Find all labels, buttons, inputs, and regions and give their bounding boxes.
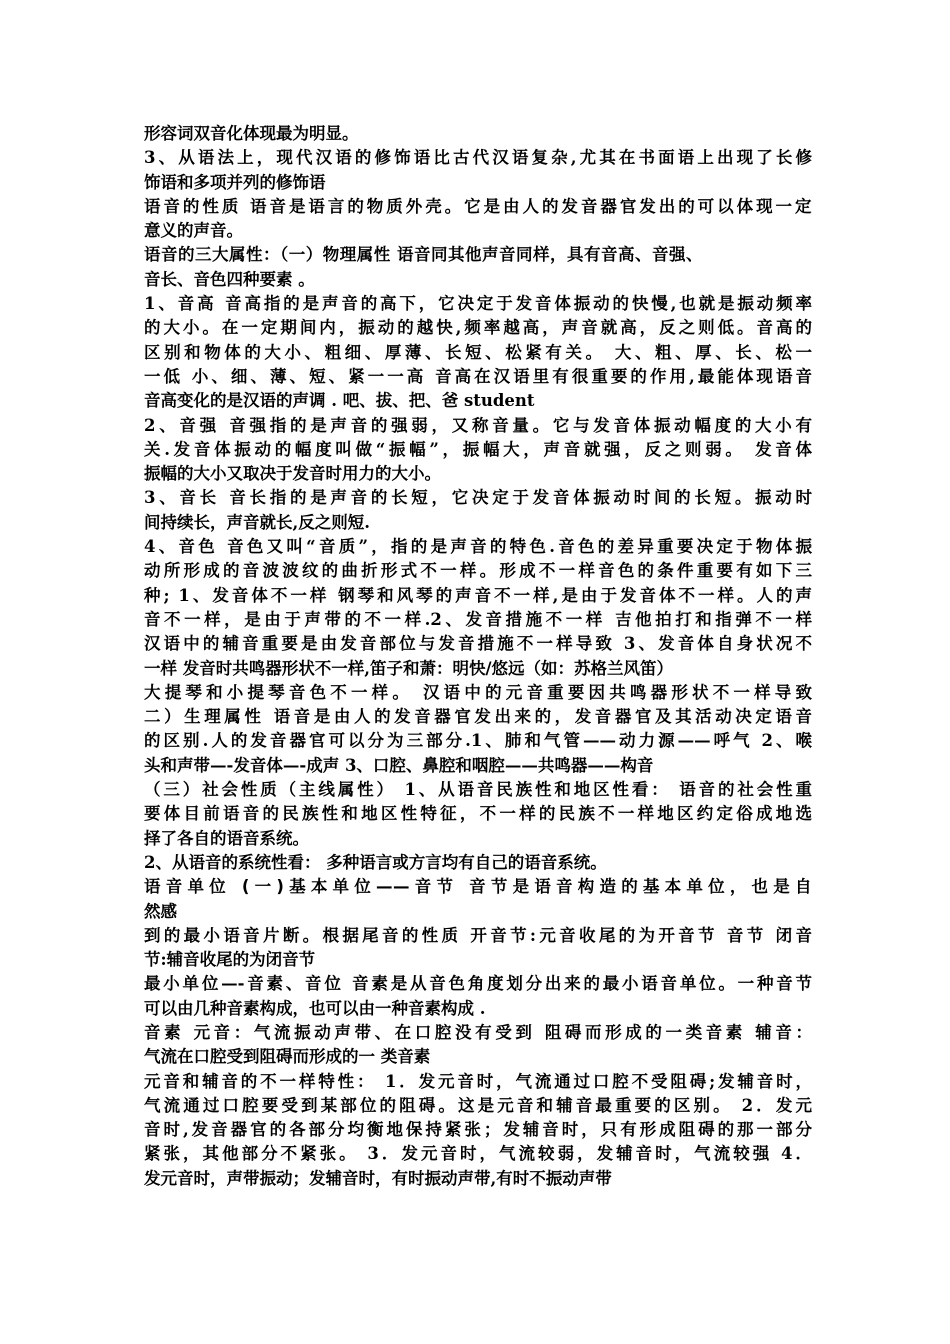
text-line: 的区别.人的发音器官可以分为三部分.1、肺和气管——动力源——呼气 2、喉: [144, 731, 812, 751]
text-line: 饰语和多项并列的修饰语: [144, 172, 326, 192]
text-line: 音素 元音：气流振动声带、在口腔没有受到 阻碍而形成的一类音素 辅音：: [144, 1022, 812, 1042]
text-line: 一低 小、细、薄、短、紧一一高 音高在汉语里有很重要的作用,最能体现语音: [144, 366, 812, 386]
text-line: 动所形成的音波波纹的曲折形式不一样。形成不一样音色的条件重要有如下三: [144, 561, 812, 581]
text-line: 气流在口腔受到阻碍而形成的一 类音素: [144, 1047, 431, 1067]
text-line: 形容词双音化体现最为明显。: [144, 124, 359, 143]
text-line: 发元音时，声带振动；发辅音时，有时振动声带,有时不振动声带: [144, 1168, 612, 1188]
text-line: 节:辅音收尾的为闭音节: [144, 950, 316, 970]
text-line: 最小单位—-音素、音位 音素是从音色角度划分出来的最小语音单位。一种音节: [144, 974, 812, 994]
text-line: 振幅的大小又取决于发音时用力的大小。: [144, 464, 441, 484]
text-line: 关.发音体振动的幅度叫做“振幅”，振幅大，声音就强，反之则弱。 发音体: [144, 439, 812, 459]
text-line: 择了各自的语音系统。: [144, 828, 309, 848]
text-line: 意义的声音。: [144, 221, 243, 241]
text-line: 音高变化的是汉语的声调 . 吧、拔、把、爸 student: [144, 391, 535, 411]
text-line: 3、从语法上，现代汉语的修饰语比古代汉语复杂,尤其在书面语上出现了长修: [144, 148, 812, 168]
text-line: 汉语中的辅音重要是由发音部位与发音措施不一样导致 3、发音体自身状况不: [144, 634, 812, 654]
text-line: 1、音高 音高指的是声音的高下，它决定于发音体振动的快慢,也就是振动频率: [144, 294, 812, 314]
text-line: 语音的性质 语音是语言的物质外壳。它是由人的发音器官发出的可以体现一定: [144, 196, 812, 216]
text-line: 大提琴和小提琴音色不一样。 汉语中的元音重要因共鸣器形状不一样导致: [144, 682, 812, 702]
text-line: 语音单位 (一)基本单位——音节 音节是语音构造的基本单位，也是自: [144, 877, 812, 897]
text-line: 2、从语音的系统性看： 多种语言或方言均有自己的语音系统。: [144, 852, 607, 872]
text-line: 的大小。在一定期间内，振动的越快,频率越高，声音就高，反之则低。音高的: [144, 318, 812, 338]
document-body: [144, 122, 812, 1191]
text-line: 4、音色 音色又叫“音质”，指的是声音的特色.音色的差异重要决定于物体振: [144, 537, 812, 557]
text-line: （三）社会性质（主线属性） 1、从语音民族性和地区性看： 语音的社会性重: [144, 780, 812, 800]
text-line: 间持续长，声音就长,反之则短.: [144, 512, 370, 532]
text-line: 头和声带—-发音体—-成声 3、口腔、鼻腔和咽腔——共鸣器——构音: [144, 755, 654, 775]
text-line: 区别和物体的大小、粗细、厚薄、长短、松紧有关。 大、粗、厚、长、松一: [144, 342, 812, 362]
text-line: 气流通过口腔要受到某部位的阻碍。这是元音和辅音最重要的区别。 2．发元: [144, 1095, 812, 1115]
text-line: 音时,发音器官的各部分均衡地保持紧张；发辅音时，只有形成阻碍的那一部分: [144, 1120, 812, 1140]
text-line: 语音的三大属性：（一）物理属性 语音同其他声音同样，具有音高、音强、: [144, 245, 703, 265]
text-line: 要体目前语音的民族性和地区性特征，不一样的民族不一样地区约定俗成地选: [144, 804, 812, 824]
text-line: 紧张，其他部分不紧张。 3．发元音时，气流较弱，发辅音时，气流较强 4．: [144, 1144, 812, 1164]
text-line: 元音和辅音的不一样特性： 1．发元音时，气流通过口腔不受阻碍;发辅音时，: [144, 1071, 812, 1091]
text-line: 2、音强 音强指的是声音的强弱，又称音量。它与发音体振动幅度的大小有: [144, 415, 812, 435]
text-line: 音长、音色四种要素 。: [144, 269, 315, 289]
text-line: 到的最小语音片断。根据尾音的性质 开音节:元音收尾的为开音节 音节 闭音: [144, 925, 812, 945]
text-line: 可以由几种音素构成，也可以由一种音素构成 .: [144, 998, 486, 1018]
text-line: 然感: [144, 901, 177, 921]
text-line: 二）生理属性 语音是由人的发音器官发出来的，发音器官及其活动决定语音: [144, 707, 812, 727]
text-line: 一样 发音时共鸣器形状不一样,笛子和萧：明快/悠远（如：苏格兰风笛）: [144, 658, 674, 678]
text-line: 3、音长 音长指的是声音的长短，它决定于发音体振动时间的长短。振动时: [144, 488, 812, 508]
text-line: 种; 1、发音体不一样 钢琴和风琴的声音不一样,是由于发音体不一样。人的声: [144, 585, 812, 605]
text-line: 音不一样，是由于声带的不一样.2、发音措施不一样 吉他拍打和指弹不一样: [144, 609, 812, 629]
